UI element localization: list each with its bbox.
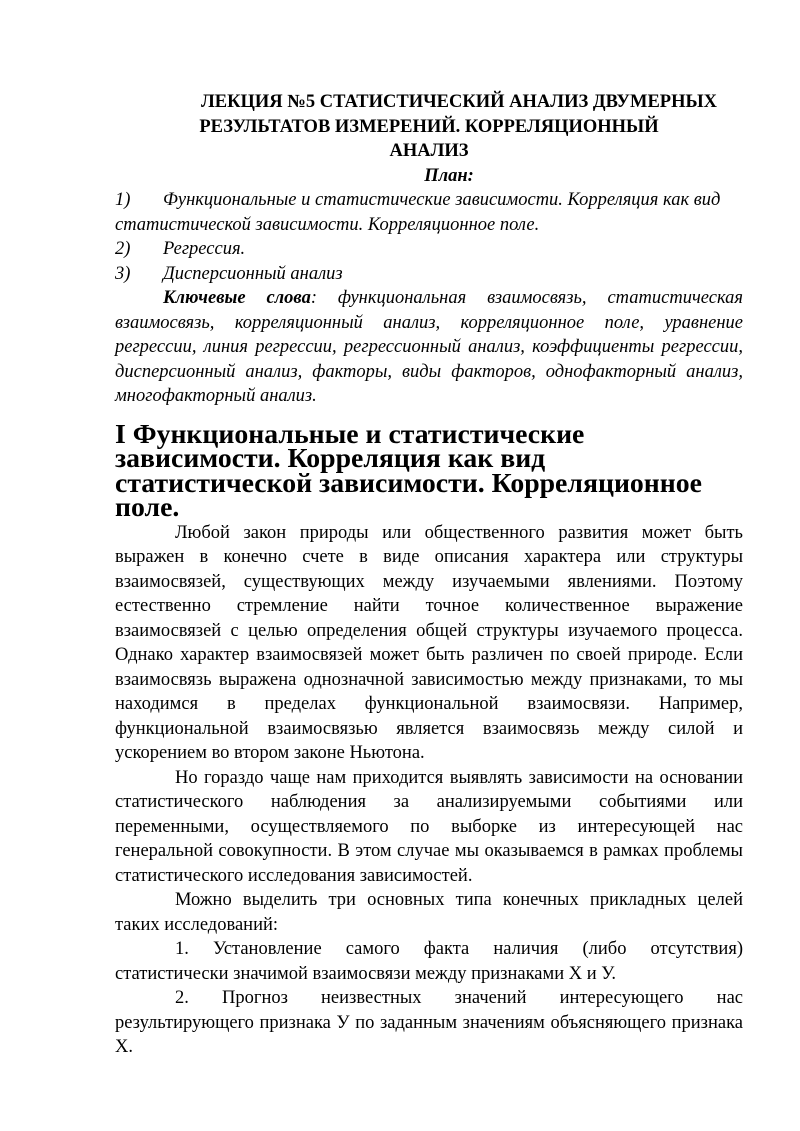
plan-list [115, 188, 743, 286]
document-page [115, 90, 743, 1060]
body-paragraph: 2. Прогноз неизвестных значений интересующего нас результирующего признака У по заданным значениям объясняющего признака X. [115, 988, 743, 1057]
title-line-1: ЛЕКЦИЯ №5 СТАТИСТИЧЕСКИЙ АНАЛИЗ ДВУМЕРНЫХ [200, 92, 718, 112]
plan-item-text: Функциональные и статистические зависимости. Корреляция как вид статистической зависимости. Корреляционное поле. [115, 190, 721, 235]
plan-item-text: Дисперсионный анализ [163, 263, 343, 284]
plan-item-number: 3) [115, 263, 131, 284]
keywords-paragraph [115, 286, 743, 409]
plan-item-3 [115, 262, 743, 287]
plan-item-text: Регрессия. [163, 239, 246, 259]
plan-item-2 [115, 237, 743, 262]
plan-item-1 [115, 188, 743, 237]
body-paragraph: Можно выделить три основных типа конечных прикладных целей таких исследований: [115, 890, 743, 935]
section-heading: I Функциональные и статистические зависимости. Корреляция как вид статистической зависимости. Корреляционное поле. [115, 418, 702, 523]
body-paragraph: Любой закон природы или общественного развития может быть выражен в конечно счете в виде описания характера или структуры взаимосвязей, существующих между изучаемыми явлениями. Поэтому естественно стремление найти точное количественное выражение взаимосвязей с целью определения общей структуры изучаемого процесса. Однако характер взаимосвязей может быть различен по своей природе. Если взаимосвязь выражена однозначной зависимостью между признаками, то мы находимся в пределах функциональной взаимосвязи. Например, функциональной взаимосвязью является взаимосвязь между силой и ускорением во втором законе Ньютона. [115, 522, 743, 763]
plan-item-number: 2) [115, 239, 131, 259]
plan-heading: План: [424, 165, 474, 186]
lecture-title [115, 90, 743, 164]
body-paragraph: Но гораздо чаще нам приходится выявлять зависимости на основании статистического наблюдения за анализируемыми событиями или переменными, осуществляемого по выборке из интересующей нас генеральной совокупности. В этом случае мы оказываемся в рамках проблемы статистического исследования зависимостей. [115, 767, 743, 886]
title-line-2: РЕЗУЛЬТАТОВ ИЗМЕРЕНИЙ. КОРРЕЛЯЦИОННЫЙ АНАЛИЗ [199, 116, 659, 161]
keywords-text: : функциональная взаимосвязь, статистическая взаимосвязь, корреляционный анализ, корреляционное поле, уравнение регрессии, линия регрессии, регрессионный анализ, коэффициенты регрессии, дисперсионный анализ, факторы, виды факторов, однофакторный анализ, многофакторный анализ. [115, 288, 743, 406]
plan-item-number: 1) [115, 190, 131, 210]
body-paragraph: 1. Установление самого факта наличия (либо отсутствия) статистически значимой взаимосвязи между признаками X и У. [115, 939, 743, 984]
keywords-label: Ключевые слова [163, 288, 311, 308]
